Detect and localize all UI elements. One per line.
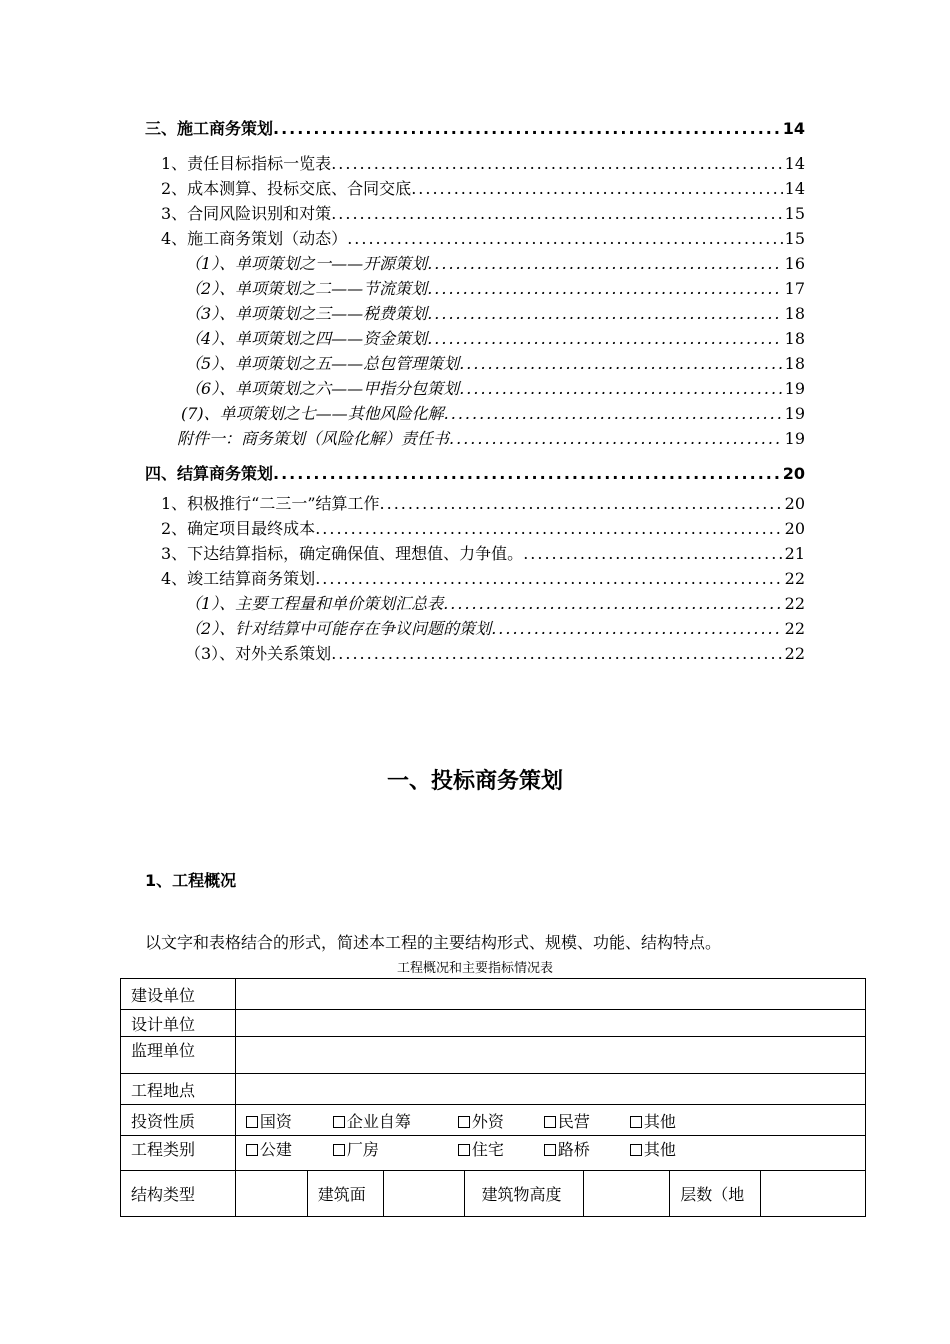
toc-entry[interactable] bbox=[145, 641, 805, 666]
project-location-cell[interactable] bbox=[235, 1074, 865, 1105]
toc-leader-dots bbox=[273, 461, 781, 486]
toc-leader-dots bbox=[347, 226, 782, 251]
row-label: 监理单位 bbox=[121, 1037, 236, 1074]
toc-entry[interactable] bbox=[145, 351, 805, 376]
toc-entry-text: （5）、单项策划之五——总包管理策划 bbox=[185, 354, 460, 373]
toc-entry-text: （3）、单项策划之三——税费策划 bbox=[185, 304, 428, 323]
toc-entry-section-3[interactable] bbox=[145, 116, 805, 141]
toc-entry[interactable] bbox=[145, 616, 805, 641]
toc-leader-dots bbox=[449, 426, 783, 451]
row-label: 工程类别 bbox=[121, 1136, 236, 1171]
toc-page-number: 15 bbox=[784, 229, 805, 248]
toc-page-number: 19 bbox=[784, 404, 805, 423]
toc-entry-text: 附件一：商务策划（风险化解）责任书 bbox=[177, 429, 450, 448]
toc-entry[interactable] bbox=[145, 251, 805, 276]
toc-entry-text: 4、竣工结算商务策划 bbox=[161, 569, 316, 588]
table-row bbox=[121, 1171, 866, 1217]
toc-entry[interactable] bbox=[145, 491, 805, 516]
toc-leader-dots bbox=[380, 491, 783, 516]
toc-entry[interactable] bbox=[145, 591, 805, 616]
supervision-unit-cell[interactable] bbox=[235, 1037, 865, 1074]
checkbox-icon[interactable] bbox=[246, 1144, 258, 1156]
toc-leader-dots bbox=[459, 376, 782, 401]
toc-leader-dots bbox=[523, 541, 782, 566]
toc-entry-text: 2、成本测算、投标交底、合同交底 bbox=[161, 179, 412, 198]
toc-entry-text: （6）、单项策划之六——甲指分包策划 bbox=[185, 379, 460, 398]
toc-page-number: 22 bbox=[784, 644, 805, 663]
option-foreign[interactable]: 外资 bbox=[458, 1109, 544, 1132]
toc-page-number: 20 bbox=[782, 464, 805, 483]
option-road-bridge[interactable]: 路桥 bbox=[544, 1137, 630, 1160]
toc-leader-dots bbox=[444, 401, 783, 426]
toc-page-number: 18 bbox=[784, 304, 805, 323]
checkbox-icon[interactable] bbox=[333, 1116, 345, 1128]
table-of-contents bbox=[145, 116, 805, 666]
toc-entry[interactable] bbox=[145, 226, 805, 251]
toc-entry[interactable] bbox=[145, 151, 805, 176]
toc-leader-dots bbox=[315, 566, 782, 591]
toc-leader-dots bbox=[427, 326, 782, 351]
toc-leader-dots bbox=[427, 301, 782, 326]
toc-leader-dots bbox=[427, 276, 782, 301]
checkbox-icon[interactable] bbox=[458, 1116, 470, 1128]
toc-page-number: 18 bbox=[784, 354, 805, 373]
toc-leader-dots bbox=[331, 641, 782, 666]
toc-page-number: 22 bbox=[784, 619, 805, 638]
toc-entry[interactable] bbox=[145, 426, 805, 451]
sub-title: 1、工程概况 bbox=[145, 871, 237, 890]
option-residential[interactable]: 住宅 bbox=[458, 1137, 544, 1160]
toc-page-number: 16 bbox=[784, 254, 805, 273]
row-label: 设计单位 bbox=[121, 1010, 236, 1037]
option-other[interactable]: 其他 bbox=[630, 1109, 676, 1132]
toc-entry[interactable] bbox=[145, 516, 805, 541]
toc-page-number: 17 bbox=[784, 279, 805, 298]
toc-entry-text: 四、结算商务策划 bbox=[145, 464, 274, 483]
checkbox-icon[interactable] bbox=[246, 1116, 258, 1128]
toc-leader-dots bbox=[443, 591, 782, 616]
toc-entry[interactable] bbox=[145, 541, 805, 566]
option-state-owned[interactable]: 国资 bbox=[246, 1109, 333, 1132]
toc-entry-text: 2、确定项目最终成本 bbox=[161, 519, 316, 538]
design-unit-cell[interactable] bbox=[235, 1010, 865, 1037]
toc-leader-dots bbox=[273, 116, 781, 141]
toc-page-number: 20 bbox=[784, 494, 805, 513]
toc-entry-text: （2）、单项策划之二——节流策划 bbox=[185, 279, 428, 298]
row-label: 投资性质 bbox=[121, 1105, 236, 1136]
row-label: 工程地点 bbox=[121, 1074, 236, 1105]
toc-entry-text: （1）、主要工程量和单价策划汇总表 bbox=[185, 594, 444, 613]
option-factory[interactable]: 厂房 bbox=[333, 1137, 458, 1160]
toc-entry[interactable] bbox=[145, 401, 805, 426]
toc-entry-text: （2）、针对结算中可能存在争议问题的策划 bbox=[185, 619, 492, 638]
toc-entry-text: 4、施工商务策划（动态） bbox=[161, 229, 348, 248]
toc-entry-text: （1）、单项策划之一——开源策划 bbox=[185, 254, 428, 273]
toc-leader-dots bbox=[315, 516, 782, 541]
toc-entry-section-4[interactable] bbox=[145, 461, 805, 486]
toc-leader-dots bbox=[331, 201, 782, 226]
checkbox-icon[interactable] bbox=[544, 1116, 556, 1128]
checkbox-icon[interactable] bbox=[458, 1144, 470, 1156]
row-label: 结构类型 bbox=[121, 1171, 236, 1217]
toc-leader-dots bbox=[427, 251, 782, 276]
toc-page-number: 14 bbox=[784, 179, 805, 198]
toc-page-number: 21 bbox=[784, 544, 805, 563]
building-height-cell[interactable] bbox=[584, 1171, 670, 1217]
checkbox-icon[interactable] bbox=[333, 1144, 345, 1156]
toc-page-number: 18 bbox=[784, 329, 805, 348]
checkbox-icon[interactable] bbox=[544, 1144, 556, 1156]
toc-entry[interactable] bbox=[145, 326, 805, 351]
toc-entry-text: 三、施工商务策划 bbox=[145, 119, 274, 138]
toc-entry-text: （4）、单项策划之四——资金策划 bbox=[185, 329, 428, 348]
toc-page-number: 19 bbox=[784, 379, 805, 398]
toc-entry-text: 1、积极推行“二三一”结算工作 bbox=[161, 494, 380, 513]
toc-page-number: 15 bbox=[784, 204, 805, 223]
toc-page-number: 19 bbox=[784, 429, 805, 448]
table-caption: 工程概况和主要指标情况表 bbox=[396, 961, 553, 976]
table-row bbox=[121, 1074, 866, 1105]
investment-options bbox=[235, 1105, 865, 1136]
row-label: 建设单位 bbox=[121, 979, 236, 1010]
floors-cell[interactable] bbox=[761, 1171, 866, 1217]
toc-page-number: 22 bbox=[784, 569, 805, 588]
option-self-funded[interactable]: 企业自筹 bbox=[333, 1109, 458, 1132]
table-row bbox=[121, 1136, 866, 1171]
toc-entry[interactable] bbox=[145, 566, 805, 591]
toc-entry[interactable] bbox=[145, 301, 805, 326]
toc-page-number: 22 bbox=[784, 594, 805, 613]
toc-leader-dots bbox=[459, 351, 782, 376]
table-row bbox=[121, 1010, 866, 1037]
checkbox-icon[interactable] bbox=[630, 1144, 642, 1156]
section-title: 一、投标商务策划 bbox=[386, 769, 563, 794]
option-public-building[interactable]: 公建 bbox=[246, 1137, 333, 1160]
project-info-table bbox=[120, 978, 866, 1217]
toc-entry-text: （3）、对外关系策划 bbox=[185, 644, 332, 663]
toc-entry[interactable] bbox=[145, 276, 805, 301]
table-row bbox=[121, 1037, 866, 1074]
toc-entry-text: 3、合同风险识别和对策 bbox=[161, 204, 332, 223]
option-other[interactable]: 其他 bbox=[630, 1137, 676, 1160]
field-label: 层数（地 bbox=[670, 1171, 761, 1217]
toc-leader-dots bbox=[331, 151, 782, 176]
toc-leader-dots bbox=[411, 176, 782, 201]
building-area-cell[interactable] bbox=[383, 1171, 465, 1217]
toc-entry[interactable] bbox=[145, 376, 805, 401]
option-private[interactable]: 民营 bbox=[544, 1109, 630, 1132]
structure-type-cell[interactable] bbox=[235, 1171, 307, 1217]
field-label: 建筑物高度 bbox=[465, 1171, 584, 1217]
table-row bbox=[121, 1105, 866, 1136]
category-options bbox=[235, 1136, 865, 1171]
toc-entry-text: 1、责任目标指标一览表 bbox=[161, 154, 332, 173]
field-label: 建筑面 bbox=[307, 1171, 383, 1217]
toc-entry-text: (7)、单项策划之七——其他风险化解 bbox=[181, 404, 444, 423]
table-row bbox=[121, 979, 866, 1010]
toc-entry[interactable] bbox=[145, 176, 805, 201]
construction-unit-cell[interactable] bbox=[235, 979, 865, 1010]
toc-leader-dots bbox=[491, 616, 782, 641]
toc-page-number: 14 bbox=[782, 119, 805, 138]
toc-page-number: 20 bbox=[784, 519, 805, 538]
toc-entry-text: 3、下达结算指标，确定确保值、理想值、力争值。 bbox=[161, 544, 524, 563]
toc-entry[interactable] bbox=[145, 201, 805, 226]
intro-paragraph: 以文字和表格结合的形式，简述本工程的主要结构形式、规模、功能、结构特点。 bbox=[145, 933, 722, 952]
toc-page-number: 14 bbox=[784, 154, 805, 173]
checkbox-icon[interactable] bbox=[630, 1116, 642, 1128]
